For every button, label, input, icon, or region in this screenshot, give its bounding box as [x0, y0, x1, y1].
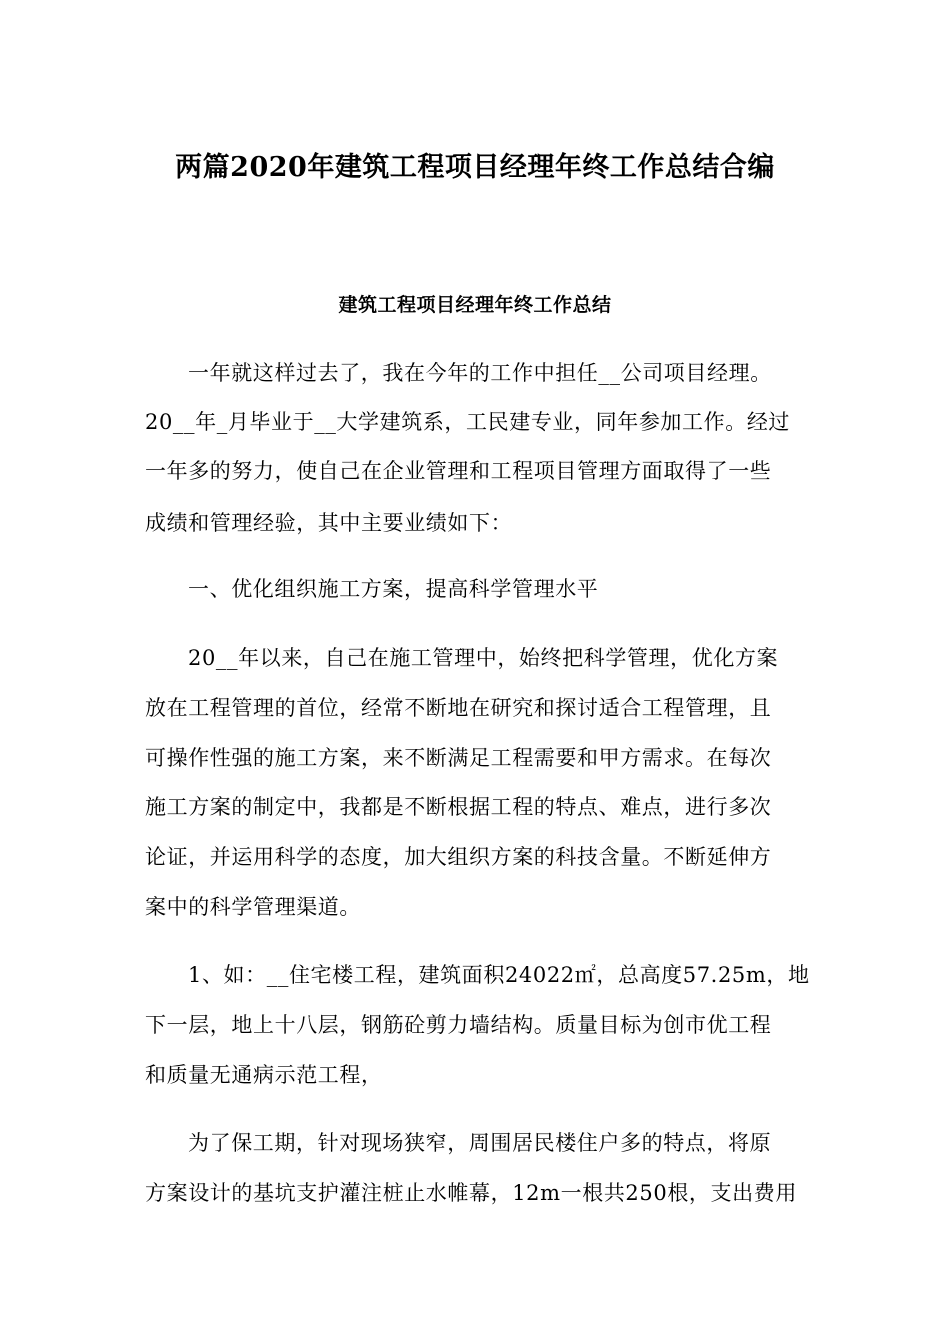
section-title: 建筑工程项目经理年终工作总结: [338, 294, 612, 316]
paragraph-line: 施工方案的制定中，我都是不断根据工程的特点、难点，进行多次: [145, 795, 772, 819]
paragraph-line: 可操作性强的施工方案，来不断满足工程需要和甲方需求。在每次: [145, 746, 772, 770]
paragraph-line: 方案设计的基坑支护灌注桩止水帷幕，12m一根共250根，支出费用: [145, 1181, 797, 1205]
paragraph-line: 案中的科学管理渠道。: [145, 895, 361, 919]
paragraph-line: 一年就这样过去了，我在今年的工作中担任__公司项目经理。: [188, 361, 772, 385]
paragraph-line: 论证，并运用科学的态度，加大组织方案的科技含量。不断延伸方: [145, 845, 772, 869]
paragraph-line: 一年多的努力，使自己在企业管理和工程项目管理方面取得了一些: [145, 459, 772, 483]
paragraph-line: 为了保工期，针对现场狭窄，周围居民楼住户多的特点，将原: [188, 1131, 772, 1155]
paragraph-line: 20__年以来，自己在施工管理中，始终把科学管理，优化方案: [188, 646, 779, 670]
paragraph-line: 成绩和管理经验，其中主要业绩如下：: [145, 511, 513, 535]
paragraph-line: 1、如：__住宅楼工程，建筑面积24022㎡，总高度57.25m，地: [188, 963, 810, 987]
section-heading: 一、优化组织施工方案，提高科学管理水平: [188, 577, 599, 601]
paragraph-line: 20__年_月毕业于__大学建筑系，工民建专业，同年参加工作。经过: [145, 410, 791, 434]
document-title: 两篇2020年建筑工程项目经理年终工作总结合编: [175, 152, 775, 183]
paragraph-line: 和质量无通病示范工程，: [145, 1063, 383, 1087]
paragraph-line: 下一层，地上十八层，钢筋砼剪力墙结构。质量目标为创市优工程: [145, 1013, 772, 1037]
paragraph-line: 放在工程管理的首位，经常不断地在研究和探讨适合工程管理，且: [145, 696, 772, 720]
